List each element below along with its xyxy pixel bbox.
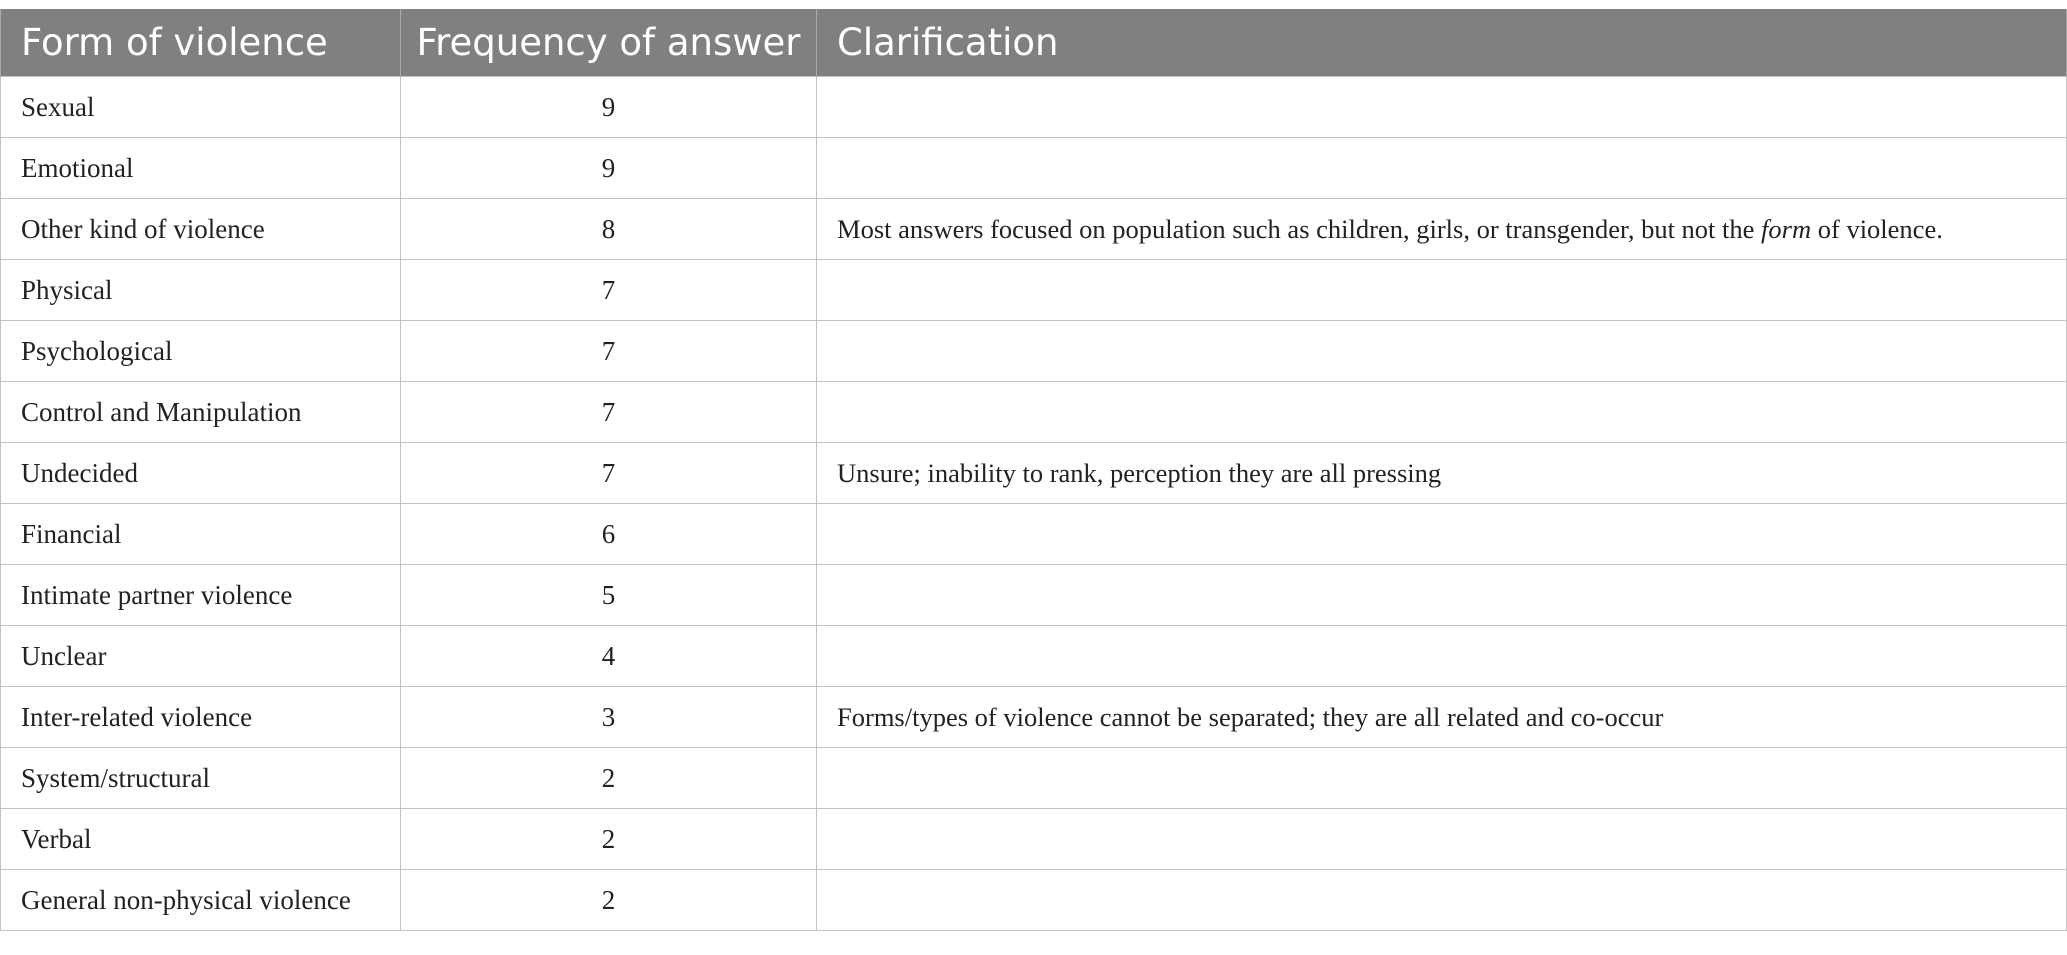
cell-clarification <box>817 138 2067 199</box>
table-header <box>1 9 2067 77</box>
table-row <box>1 260 2067 321</box>
table-row <box>1 565 2067 626</box>
cell-frequency: 2 <box>401 809 817 870</box>
cell-form-of-violence: Other kind of violence <box>1 199 401 260</box>
cell-form-of-violence: Financial <box>1 504 401 565</box>
table-row <box>1 687 2067 748</box>
cell-clarification <box>817 687 2067 748</box>
cell-clarification <box>817 321 2067 382</box>
table-row <box>1 321 2067 382</box>
table-row <box>1 77 2067 138</box>
cell-clarification <box>817 748 2067 809</box>
violence-forms-table-container <box>0 9 2066 931</box>
table-row <box>1 748 2067 809</box>
cell-frequency: 5 <box>401 565 817 626</box>
cell-form-of-violence: Verbal <box>1 809 401 870</box>
clarification-text: Forms/types of violence cannot be separated; they are all related and co-occur <box>837 701 1664 732</box>
violence-forms-table <box>0 9 2067 931</box>
cell-frequency: 7 <box>401 321 817 382</box>
cell-form-of-violence: General non-physical violence <box>1 870 401 931</box>
cell-frequency: 6 <box>401 504 817 565</box>
cell-frequency: 4 <box>401 626 817 687</box>
cell-clarification <box>817 199 2067 260</box>
cell-form-of-violence: Inter-related violence <box>1 687 401 748</box>
clarification-emphasis: form <box>1761 213 1812 244</box>
header-clarification: Clarification <box>817 9 2067 77</box>
table-row <box>1 138 2067 199</box>
cell-frequency: 9 <box>401 77 817 138</box>
cell-frequency: 3 <box>401 687 817 748</box>
cell-clarification <box>817 626 2067 687</box>
clarification-text-end: of violence. <box>1811 213 1943 244</box>
cell-frequency: 7 <box>401 382 817 443</box>
table-row <box>1 626 2067 687</box>
cell-form-of-violence: Undecided <box>1 443 401 504</box>
cell-clarification <box>817 870 2067 931</box>
cell-frequency: 2 <box>401 870 817 931</box>
cell-frequency: 7 <box>401 260 817 321</box>
header-row <box>1 9 2067 77</box>
cell-frequency: 7 <box>401 443 817 504</box>
header-frequency-of-answer: Frequency of answer <box>401 9 817 77</box>
table-row <box>1 809 2067 870</box>
cell-form-of-violence: Physical <box>1 260 401 321</box>
table-body <box>1 77 2067 931</box>
cell-clarification <box>817 382 2067 443</box>
table-row <box>1 870 2067 931</box>
clarification-text: Most answers focused on population such as children, girls, or transgender, but not the <box>837 213 1762 244</box>
cell-clarification <box>817 809 2067 870</box>
table-row <box>1 443 2067 504</box>
cell-form-of-violence: Sexual <box>1 77 401 138</box>
table-row <box>1 504 2067 565</box>
clarification-text: Unsure; inability to rank, perception they are all pressing <box>837 457 1442 488</box>
cell-form-of-violence: Control and Manipulation <box>1 382 401 443</box>
cell-form-of-violence: Unclear <box>1 626 401 687</box>
cell-form-of-violence: Psychological <box>1 321 401 382</box>
table-row <box>1 199 2067 260</box>
cell-clarification <box>817 443 2067 504</box>
cell-frequency: 9 <box>401 138 817 199</box>
cell-clarification <box>817 565 2067 626</box>
header-form-of-violence: Form of violence <box>1 9 401 77</box>
cell-clarification <box>817 260 2067 321</box>
cell-frequency: 8 <box>401 199 817 260</box>
cell-form-of-violence: Emotional <box>1 138 401 199</box>
cell-form-of-violence: Intimate partner violence <box>1 565 401 626</box>
cell-form-of-violence: System/structural <box>1 748 401 809</box>
cell-clarification <box>817 504 2067 565</box>
cell-clarification <box>817 77 2067 138</box>
table-row <box>1 382 2067 443</box>
cell-frequency: 2 <box>401 748 817 809</box>
